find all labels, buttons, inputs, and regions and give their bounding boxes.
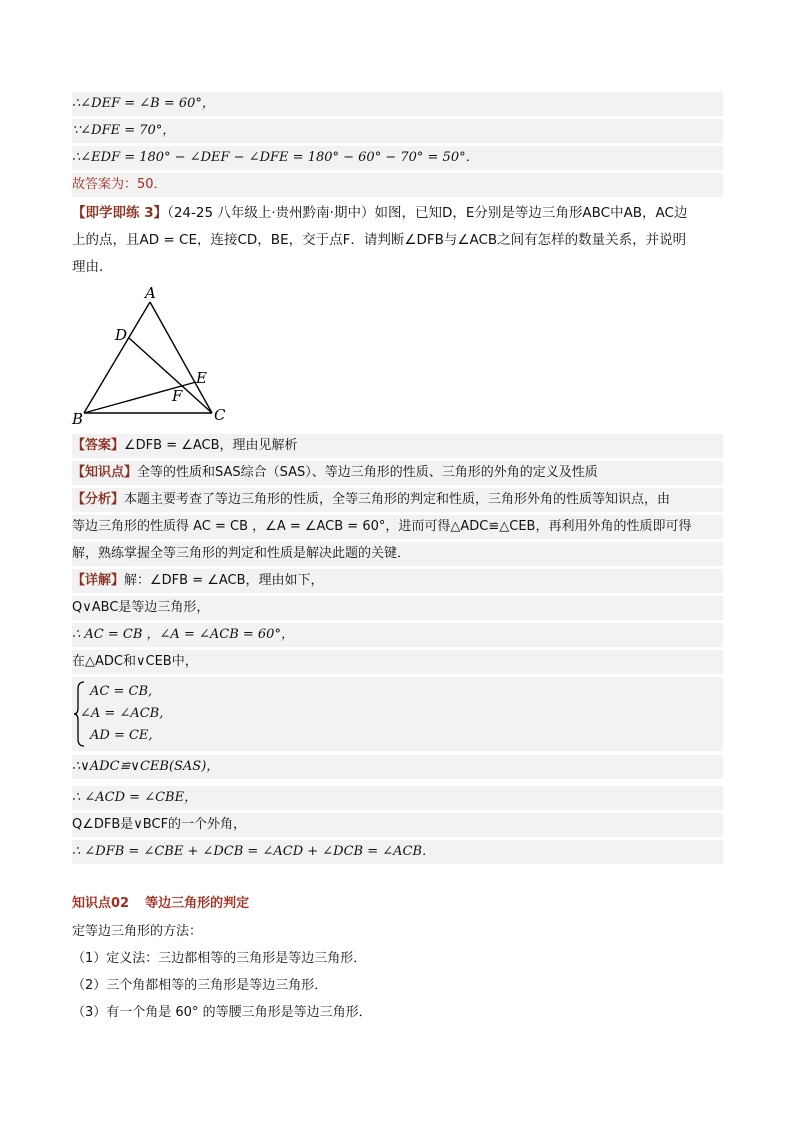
- section-item-3: （3）有一个角是 60° 的等腰三角形是等边三角形．: [72, 1005, 372, 1020]
- equation-system: [72, 677, 723, 751]
- exercise-text-1: 如图，已知D，E分别是等边三角形ABC中AB，AC边: [374, 205, 688, 221]
- exercise-text-3: 理由．: [72, 259, 113, 275]
- section-heading: 等边三角形的判定: [145, 896, 250, 911]
- segment-ab: [84, 302, 150, 413]
- answer-line: 故答案为：50．: [72, 173, 723, 197]
- label-d: D: [115, 326, 128, 344]
- label-f: F: [172, 387, 183, 405]
- step-5: ∴ ∠ACD = ∠CBE，: [72, 786, 723, 810]
- solution-line-3: ∴∠EDF = 180° − ∠DEF − ∠DFE = 180° − 60° − 70° = 50°．: [72, 146, 723, 170]
- section-item-1: （1）定义法：三边都相等的三角形是等边三角形．: [72, 951, 367, 966]
- label-c: C: [214, 406, 226, 424]
- knowledge-row: 【知识点】全等的性质和SAS综合（SAS）、等边三角形的性质、三角形的外角的定义及性质: [72, 461, 723, 485]
- analysis-row-2: 等边三角形的性质得 AC = CB ，∠A = ∠ACB = 60°，进而可得△ADC≌△CEB，再利用外角的性质即可得: [72, 515, 723, 539]
- exercise-statement: [72, 200, 723, 290]
- label-a: A: [145, 284, 156, 302]
- step-6: Q∠DFB是∨BCF的一个外角，: [72, 813, 723, 837]
- system-line-2: ∠A = ∠ACB,: [80, 706, 164, 721]
- step-2: ∴ AC = CB ，∠A = ∠ACB = 60°，: [72, 623, 723, 647]
- system-line-3: AD = CE,: [90, 728, 153, 743]
- analysis-row-3: 解，熟练掌握全等三角形的判定和性质是解决此题的关键．: [72, 542, 723, 566]
- exercise-source: （24-25 八年级上·贵州黔南·期中）: [167, 205, 375, 221]
- detail-row: 【详解】解：∠DFB = ∠ACB，理由如下，: [72, 569, 723, 593]
- step-3: 在△ADC和∨CEB中，: [72, 650, 723, 674]
- triangle-figure: [68, 282, 238, 430]
- section-intro: 定等边三角形的方法：: [72, 924, 203, 939]
- system-line-1: AC = CB,: [90, 684, 153, 699]
- step-7: ∴ ∠DFB = ∠CBE + ∠DCB = ∠ACD + ∠DCB = ∠ACB．: [72, 840, 723, 864]
- section-number: 知识点02: [72, 896, 130, 911]
- analysis-row-1: 【分析】本题主要考查了等边三角形的性质，全等三角形的判定和性质，三角形外角的性质等知识点，由: [72, 488, 723, 512]
- exercise-text-2: 上的点，且AD = CE，连接CD，BE，交于点F．请判断∠DFB与∠ACB之间有怎样的数量关系，并说明: [72, 232, 687, 248]
- section-item-2: （2）三个角都相等的三角形是等边三角形．: [72, 978, 328, 993]
- step-1: Q∨ABC是等边三角形，: [72, 596, 723, 620]
- solution-line-1: ∴∠DEF = ∠B = 60°，: [72, 92, 723, 116]
- section-title: [72, 892, 249, 916]
- label-e: E: [196, 369, 207, 387]
- answer-row: 【答案】∠DFB = ∠ACB，理由见解析: [72, 434, 723, 458]
- label-b: B: [72, 410, 84, 428]
- exercise-tag: 【即学即练 3】: [72, 205, 168, 221]
- step-4: ∴∨ADC≌∨CEB(SAS)，: [72, 755, 723, 779]
- solution-line-2: ∵∠DFE = 70°，: [72, 119, 723, 143]
